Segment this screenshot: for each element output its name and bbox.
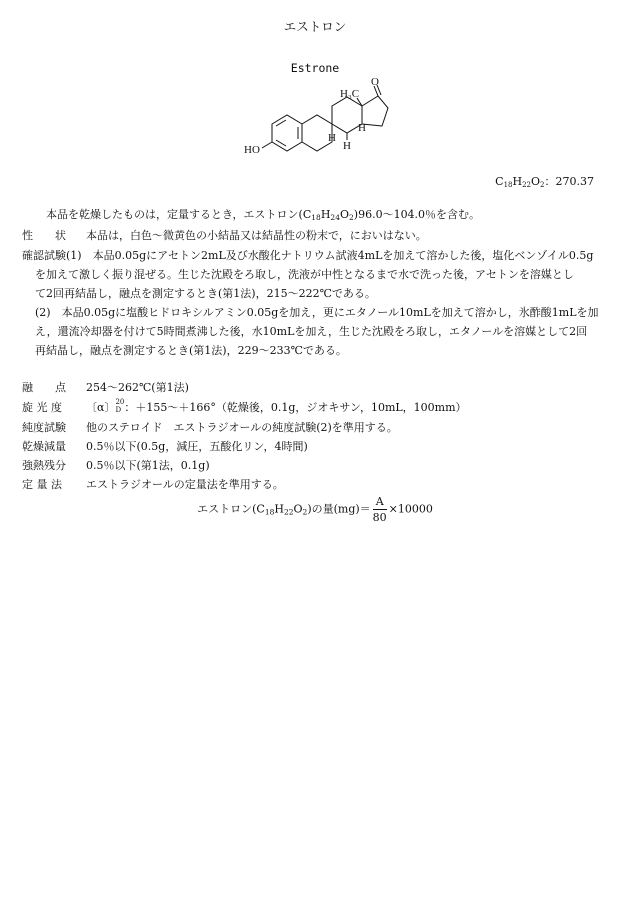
- residue-row: [22, 456, 616, 475]
- identification-line: 再結晶し，融点を測定するとき(第1法)，229～233℃である。: [35, 344, 347, 357]
- purity-row: [22, 418, 616, 437]
- loss-on-drying-label: 乾燥減量: [22, 440, 66, 453]
- purity-text: 他のステロイド エストラジオールの純度試験(2)を準用する。: [86, 421, 398, 434]
- optical-rotation-text: ：＋155～＋166°（乾燥後，0.1g，ジオキサン，10mL，100mm）: [124, 401, 467, 414]
- oxygen-label: O: [371, 76, 379, 88]
- loss-on-drying-row: [22, 437, 616, 456]
- assay-equation: エストロン$(C_{18}H_{22}O_2)$の量(mg)＝ $\frac{A}{80}$ ×10000: [197, 495, 433, 524]
- molecular-formula: $C_{18}H_{22}O_2$：270.37: [495, 175, 594, 189]
- optical-rotation-row: 旋 光 度 〔α〕 20 D ：＋155～＋166°（乾燥後，0.1g，ジオキサン，10mL，100mm）: [22, 398, 616, 417]
- melting-point-label: 融 点: [22, 381, 66, 394]
- h-label-3: H: [358, 122, 366, 134]
- residue-text: 0.5％以下(第1法，0.1g): [86, 459, 210, 472]
- melting-point-row: [22, 378, 616, 397]
- h-label-2: H: [343, 140, 351, 152]
- identification-label: 確認試験(1): [22, 249, 82, 262]
- equation-fraction: $\frac{A}{80}$: [372, 495, 387, 524]
- description-row: [22, 226, 616, 245]
- purity-label: 純度試験: [22, 421, 66, 434]
- identification-line: え，還流冷却器を付けて5時間煮沸した後，水10mLを加え，生じた沈殿をろ取し，エタノールを溶媒として2回: [35, 325, 588, 338]
- identification-line: 本品0.05gにアセトン2mL及び水酸化ナトリウム試液4mLを加えて溶かした後，塩化ベンゾイル0.5g: [92, 249, 594, 262]
- identification-line: を加えて激しく振り混ぜる。生じた沈殿をろ取し，洗液が中性となるまで水で洗った後，アセトンを溶媒とし: [35, 268, 574, 281]
- methyl-label: H₃C: [340, 88, 360, 100]
- description-label: 性 状: [22, 229, 66, 242]
- identification-line: て2回再結晶し，融点を測定するとき(第1法)，215～222℃である。: [35, 287, 376, 300]
- residue-label: 強熱残分: [22, 459, 66, 472]
- chemical-structure: [240, 74, 400, 174]
- assay-text: エストラジオールの定量法を準用する。: [86, 478, 284, 491]
- assay-row: [22, 475, 616, 494]
- optical-rotation-label: 旋 光 度: [22, 401, 62, 414]
- molecular-weight: ：270.37: [544, 175, 594, 188]
- hydroxyl-label: HO: [244, 144, 260, 156]
- melting-point-text: 254～262℃(第1法): [86, 381, 189, 394]
- loss-on-drying-text: 0.5％以下(0.5g，減圧，五酸化リン，4時間): [86, 440, 308, 453]
- assay-label: 定 量 法: [22, 478, 62, 491]
- description-text: 本品は，白色～微黄色の小結晶又は結晶性の粉末で，においはない。: [86, 229, 427, 242]
- identification-section: [22, 246, 616, 360]
- page-title: エストロン: [283, 19, 347, 34]
- page-subtitle: Estrone: [290, 61, 340, 75]
- intro-paragraph: 本品を乾燥したものは，定量するとき，エストロン$(C_{18}H_{24}O_2)96.0\sim 104.0$％を含む。: [46, 208, 481, 222]
- h-label-1: H: [328, 132, 336, 144]
- identification-line: 本品0.05gに塩酸ヒドロキシルアミン0.05gを加え，更にエタノール10mLを加えて溶かし，氷酢酸1mLを加: [61, 306, 599, 319]
- identification-sub-label: (2): [35, 306, 51, 319]
